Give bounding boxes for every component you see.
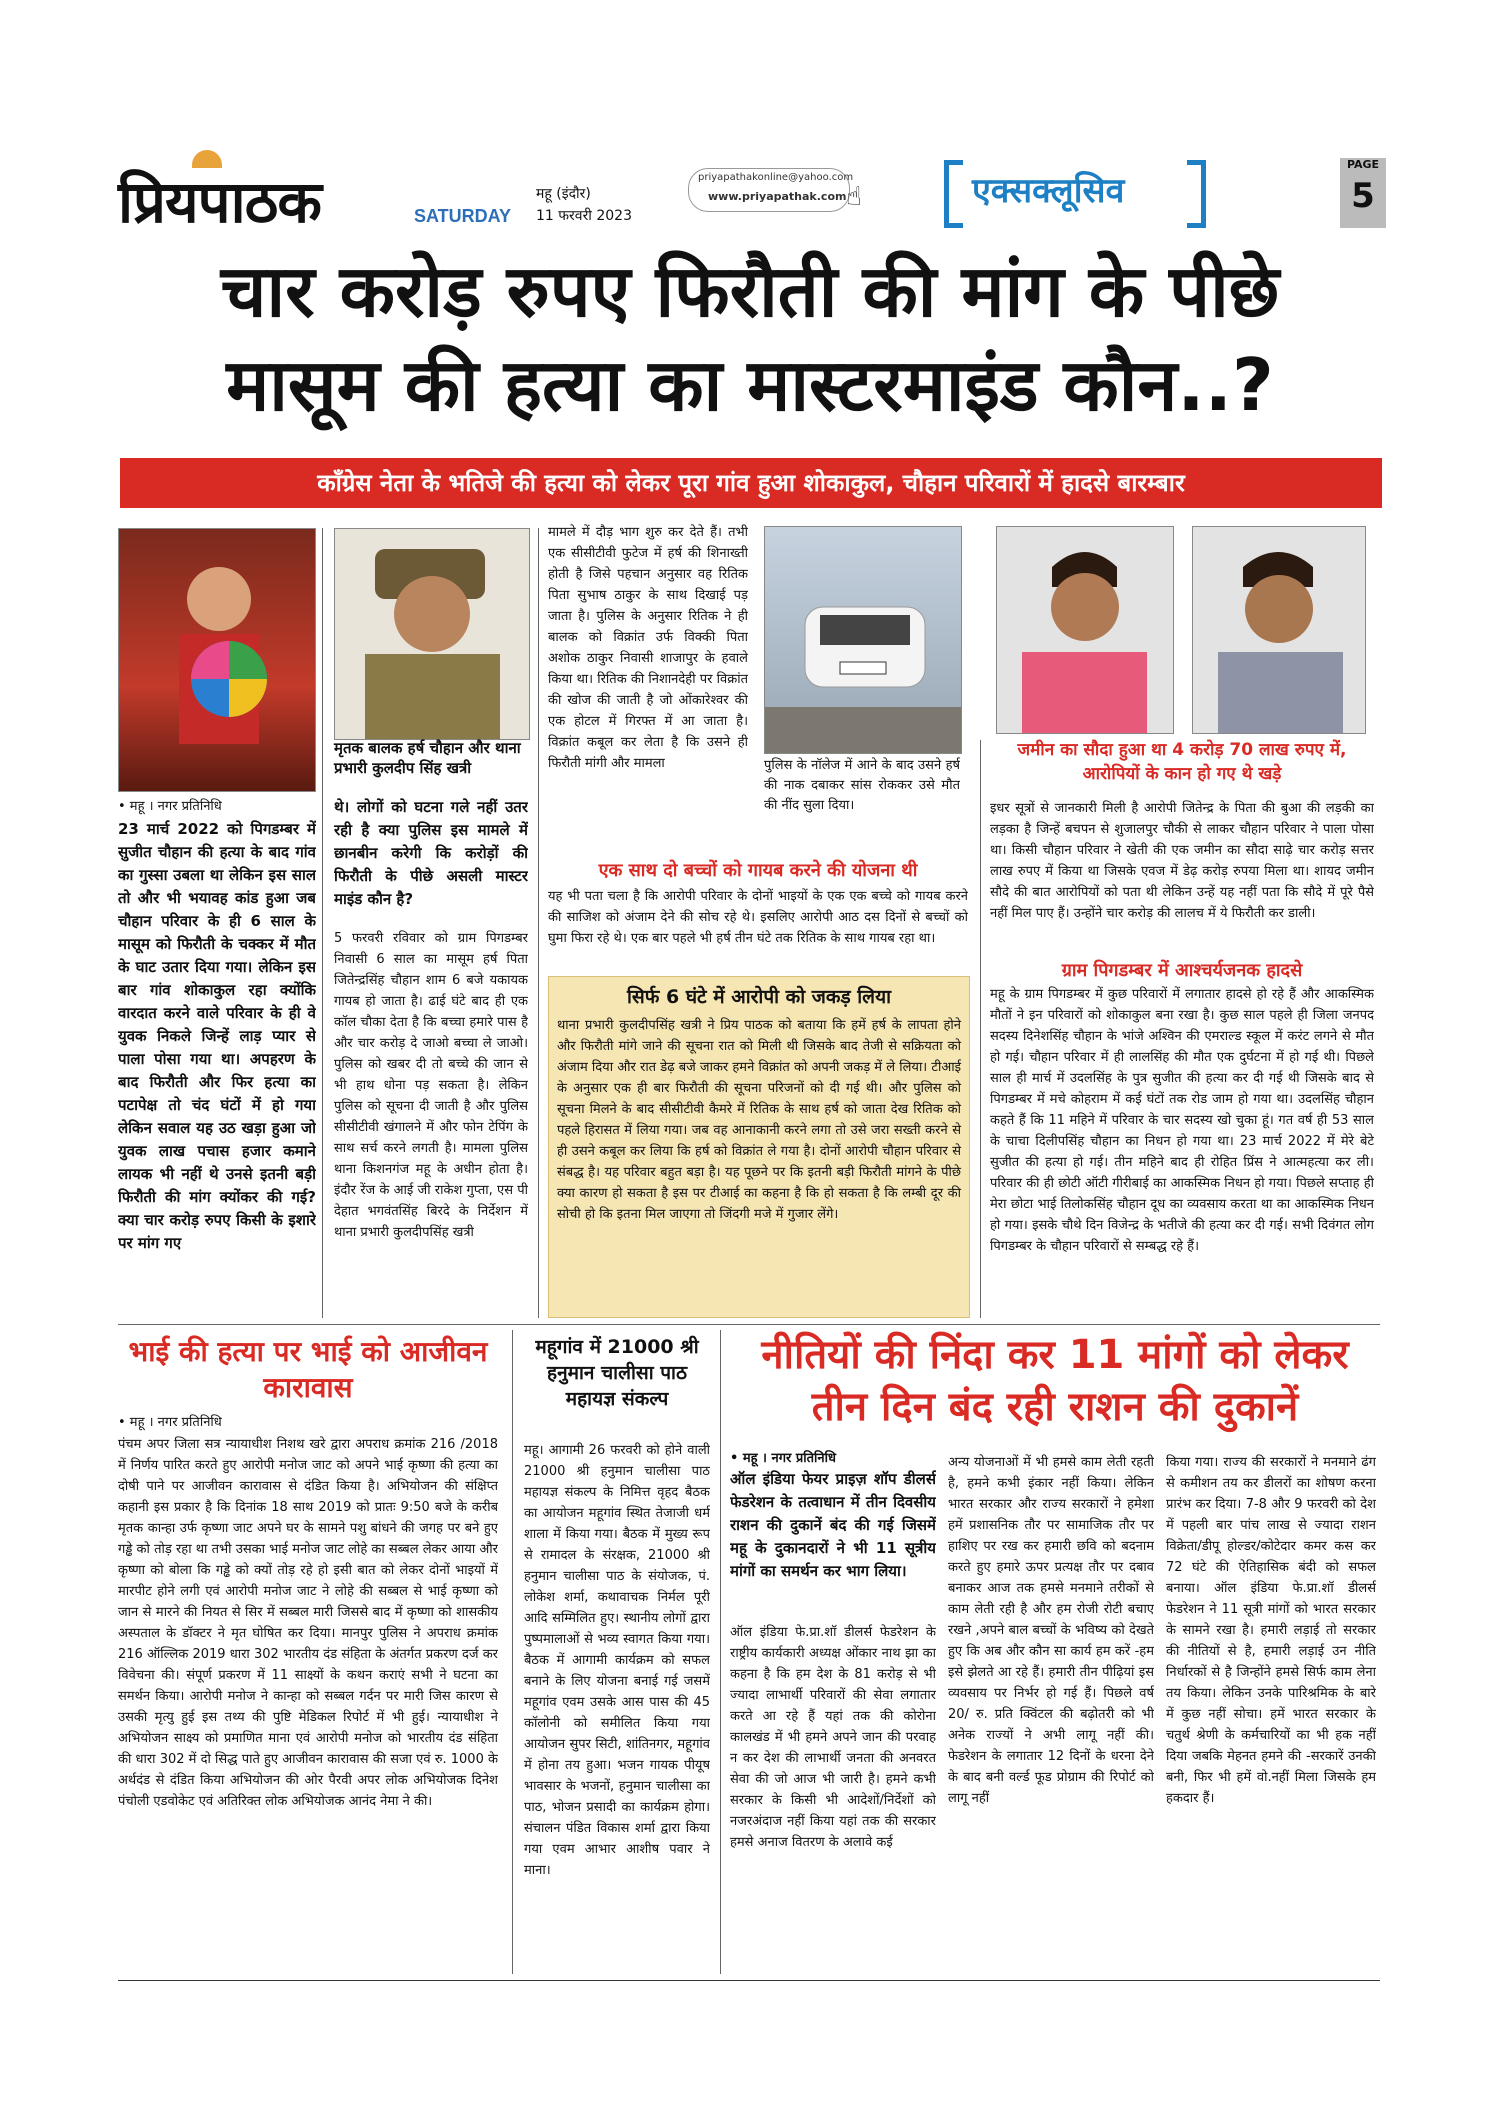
photo-car [764,526,962,754]
page-label: PAGE [1346,158,1380,171]
land-text: इधर सूत्रों से जानकारी मिली है आरोपी जितेन्द्र के पिता की बुआ की लड़की का लड़का है जिन्हें बचपन से शुजालपुर चौकी से लाकर चौहान परिवार ने पाला पोसा था। किसी चौहान परिवार ने खेती की एक जमीन का सौदा साढ़े चार करोड़ सत्तर लाख रुपए में किया था जिसके एवज में डेढ़ करोड़ रुपया मिला था। शायद जमीन सौदे की बात आरोपियों को पता थी लेकिन उन्हें यह नहीं पता कि सौदे में पूरे पैसे नहीं मिल पाए हैं। उन्होंने चार करोड़ की लालच में ये फिरौती कर डाली। [990,801,1374,921]
page-number-box [1340,158,1386,228]
village-text: महू के ग्राम पिगडम्बर में कुछ परिवारों में लगातार हादसे हो रहे हैं और आकस्मिक मौतों ने इन परिवारों को शोकाकुल बना रखा है। कुछ साल पहले ही जिला जनपद सदस्य दिनेशसिंह चौहान के भांजे अश्विन की एमराल्ड स्कूल में करंट लगने से मौत हो गई। चौहान परिवार में ही लालसिंह की मौत एक दुर्घटना में हो गई थी। पिछले साल ही मार्च में उदलसिंह के पुत्र सुजीत की हत्या कर दी गई थी जिसके बाद से पिगडम्बर में मचे कोहराम में कई घंटों तक रोड जाम हो गया था। उदलसिंह चौहान कहते हैं कि 11 महिने में परिवार के चार सदस्य खो चुका हूं। गत वर्ष ही 53 साल के चाचा दिलीपसिंह चौहान का निधन हो गया था। 23 मार्च 2022 में मेरे बेटे सुजीत की हत्या हो गई। तीन महिने बाद ही रोहित प्रिंस ने आत्महत्या कर ली। परिवार की ही छोटी ऑटी गीरीबाई का आकस्मिक निधन हो गया। पिछले सप्ताह ही मेरा छोटा भाई तिलोकसिंह चौहान दूध का व्यवसाय करता था का आकस्मिक निधन हो गया। इसके चौथे दिन विजेन्द्र के भतीजे की हत्या कर दी गई। सभी दिवंगत लोग पिगडम्बर के चौहान परिवारों से सम्बद्ध रहे हैं। [990,987,1374,1254]
arrest-title: सिर्फ 6 घंटे में आरोपी को जकड़ लिया [626,986,892,1008]
masthead-logo [118,160,321,239]
plan-title: एक साथ दो बच्चों को गायब करने की योजना थी [598,860,918,881]
logo-text: प्रियपाठक [118,168,321,236]
pointer-hand-icon: ☝ [846,182,862,212]
col2-lead: थे। लोगों को घटना गले नहीं उतर रही है क्या पुलिस इस मामले में छानबीन करेगी कि करोड़ों की फिरौती के पीछे असली मास्टर माइंड कौन है? [334,798,528,908]
banner-strip: कॉंग्रेस नेता के भतिजे की हत्या को लेकर पूरा गांव हुआ शोकाकुल, चौहान परिवारों में हादसे बारम्बार [120,458,1382,508]
photo-accused-1 [996,526,1174,734]
masthead-website[interactable]: www.priyapathak.com [708,190,847,203]
photo-child [118,528,316,792]
life-text: पंचम अपर जिला सत्र न्यायाधीश निशथ खरे द्वारा अपराध क्रमांक 216 /2018 में निर्णय पारित करते हुए आरोपी मनोज जाट को अपने भाई कृष्णा की हत्या का दोषी पाने पर आजीवन कारावास से दंडित किया है। अभियोजन की संक्षिप्त कहानी इस प्रकार है कि दिनांक 18 साथ 2019 को प्रातः 9:50 बजे के करीब मृतक कान्हा उर्फ कृष्णा जाट अपने घर के सामने पशु बांधने की जगह पर बने हुए गड्ढे को तोड़ रहा था तभी उसका भाई मनोज जाट लोहे का सब्बल लेकर आया और कृष्णा को बोला कि गड्ढे को क्यों तोड़ रहे हो इसी बात को लेकर दोनों भाइयों में मारपीट होने लगी एवं आरोपी मनोज जाट ने लोहे की सब्बल से भाई कृष्णा को जान से मारने की नियत से सिर में सब्बल मारी जिससे बाद में कृष्णा को शासकीय अस्पताल के डॉक्टर ने मृत घोषित कर दिया। मानपुर पुलिस ने अपराध क्रमांक 216 ऑल्लिक 2019 धारा 302 भारतीय दंड संहिता के अंतर्गत प्रकरण दर्ज कर विवेचना की। संपूर्ण प्रकरण में 11 साक्ष्यों के कथन कराएं सभी ने घटना का समर्थन किया। आरोपी मनोज ने कान्हा को सब्बल गर्दन पर मारी जिस कारण से उसकी मृत्यु हुई इस तथ्य की पुष्टि मेडिकल रिपोर्ट में भी हुई। न्यायाधीश ने अभियोजन साक्ष्य को प्रमाणित माना एवं आरोपी मनोज को भारतीय दंड संहिता की धारा 302 में दो सिद्ध पाते हुए आजीवन कारावास की सजा एवं रु. 1000 के अर्थदंड से दंडित किया अभियोजन की ओर पैरवी अपर लोक अभियोजक दिनेश पंचोली एडवोकेट एवं अतिरिक्त लोक अभियोजक आनंद नेमा ने की। [118,1437,498,1809]
arrest-box [548,976,970,1318]
bracket-right [1187,160,1206,228]
masthead-day: SATURDAY [414,206,512,226]
ration-dateline: • महू । नगर प्रतिनिधि [730,1451,836,1466]
divider [118,1324,1380,1325]
col2-text: 5 फरवरी रविवार को ग्राम पिगडम्बर निवासी 6 साल का मासूम हर्ष पिता जितेन्द्रसिंह चौहान शाम 6 बजे यकायक गायब हो जाता है। ढाई घंटे बाद ही एक कॉल चौका देता है कि बच्चा हमारे पास है और चार करोड़ दे जाओ बच्चा ले जाओ। पुलिस को खबर दी तो बच्चे की जान से भी हाथ धोना पड़ सकता है। लेकिन पुलिस को सूचना दी जाती है और पुलिस सीसीटीवी खंगालने में और फोन टेपिंग के साथ सर्च करने लगती है। मामला पुलिस थाना किशनगंज महू के अधीन होता है। इंदौर रेंज के आई जी राकेश गुप्ता, एस पी देहात भगवंतसिंह बिरदे के निर्देशन में थाना प्रभारी कुलदीपसिंह खत्री [334,931,528,1240]
divider [322,528,323,1318]
headline-line1: चार करोड़ रुपए फिरौती की मांग के पीछे [220,249,1280,333]
divider [538,528,539,1318]
hanuman-text: महू। आगामी 26 फरवरी को होने वाली 21000 श्री हनुमान चालीसा पाठ महायज्ञ संकल्प के निमित्त वृहद बैठक का आयोजन महूगांव स्थित तेजाजी धर्म शाला में किया गया। बैठक में मुख्य रूप से रामादल के संरक्षक, 21000 श्री हनुमान चालीसा पाठ के संयोजक, पं. लोकेश शर्मा, कथावाचक निर्मल पूरी आदि सम्मिलित हुए। स्थानीय लोगों द्वारा पुष्पमालाओं से भव्य स्वागत किया गया। बैठक में आगामी कार्यक्रम को सफल बनाने के लिए योजना बनाई गई जसमें महूगांव एवम उसके आस पास की 45 कॉलोनी को समीलित किया गया आयोजन सुपर सिटी, शांतिनगर, महूगांव में होना तय हुआ। भजन गायक पीयूष भावसार के भजनों, हनुमान चालीसा का पाठ, भोजन प्रसादी का कार्यक्रम होगा। संचालन पंडित विकास शर्मा द्वारा किया गया एवम आभार आशीष पवार ने माना। [524,1443,710,1878]
bracket-left [944,160,963,228]
divider [980,740,981,1318]
plan-text: यह भी पता चला है कि आरोपी परिवार के दोनों भाइयों के एक एक बच्चे को गायब करने की साजिश को अंजाम देने की सोच रहे थे। इसलिए आरोपी आठ दस दिनों से बच्चों को घुमा फिरा रहे थे। एक बार पहले भी हर्ष तीन घंटे तक रितिक के साथ गायब रहा था। [548,889,968,946]
photo-officer [334,528,530,740]
ration-col2: अन्य योजनाओं में भी हमसे काम लेती रहती है, हमने कभी इंकार नहीं किया। लेकिन भारत सरकार और राज्य सरकारों ने हमेशा हमें प्रशासनिक तौर पर सामाजिक तौर पर हाशिए पर रख कर हमारी छवि को बदनाम करते हुए हमारे ऊपर प्रत्यक्ष तौर पर दबाव बनाकर आज तक हमसे मनमाने तरीकों से काम लेती रही है और हम रोजी रोटी बचाए रखने ,अपने बाल बच्चों के भविष्य को देखते हुए कि अब और कौन सा कार्य हम करें -हम इसे झेलते आ रहे हैं। हमारी तीन पीढ़ियां इस व्यवसाय पर निर्भर हो गई हैं। पिछले वर्ष 20/ रु. प्रति क्विंटल की बढ़ोतरी को भी अनेक राज्यों ने अभी लागू नहीं की। फेडरेशन के लगातार 12 दिनों के धरना देने के बाद बनी वर्ल्ड फूड प्रोग्राम की रिपोर्ट को लागू नहीं [948,1455,1154,1806]
headline-line2: मासूम की हत्या का मास्टरमाइंड कौन..? [226,343,1274,427]
masthead-date: 11 फरवरी 2023 [536,208,632,224]
masthead-place: महू (इंदौर) [536,186,591,202]
ration-lead: ऑल इंडिया फेयर प्राइज़ शॉप डीलर्स फेडरेशन के तत्वाधान में तीन दिवसीय राशन की दुकानें बंद की गई जिसमें महू के दुकानदारों ने भी 11 सूत्रीय मांगों का समर्थन कर भाग लिया। [730,1470,936,1580]
village-title: ग्राम पिगडम्बर में आश्चर्यजनक हादसे [1061,960,1303,981]
page-number: 5 [1351,176,1375,216]
photo-accused-2 [1192,526,1366,734]
accused-2-photo-art [1193,527,1365,733]
land-title: जमीन का सौदा हुआ था 4 करोड़ 70 लाख रुपए में, आरोपियों के कान हो गए थे खड़े [1017,740,1347,784]
col3-text: मामले में दौड़ भाग शुरु कर देते हैं। तभी एक सीसीटीवी फुटेज में हर्ष की शिनाख्ती होती है जिसे पहचान अनुसार वह रितिक पिता सुभाष ठाकुर के साथ दिखाई पड़ जाता है। पुलिस के अनुसार रितिक ने ही बालक को विक्रांत उर्फ विक्की पिता अशोक ठाकुर निवासी शाजापुर के हवाले किया था। रितिक की निशानदेही पर विक्रांत की खोज की जाती है जो ओंकारेश्वर की एक होटल में गिरफ्त में आ जाता है। विक्रांत कबूल कर लेता है कि उसने ही फिरौती मांगी और मामला [548,525,748,771]
car-caption: पुलिस के नॉलेज में आने के बाद उसने हर्ष की नाक दबाकर सांस रोककर उसे मौत की नींद सुला दिया। [764,758,960,813]
photo-caption-officer: मृतक बालक हर्ष चौहान और थाना प्रभारी कुलदीप सिंह खत्री [334,739,521,777]
divider [512,1330,513,1974]
col1-dateline: • महू । नगर प्रतिनिधि [118,799,222,814]
life-title: भाई की हत्या पर भाई को आजीवन कारावास [128,1335,488,1404]
footer-rule [118,1980,1380,1981]
ration-title-2: तीन दिन बंद रही राशन की दुकानें [811,1384,1299,1430]
divider [720,1330,721,1974]
logo-sun-icon [192,150,222,168]
col1-text: 23 मार्च 2022 को पिगडम्बर में सुजीत चौहान की हत्या के बाद गांव का गुस्सा उबला था लेकिन इस साल तो और भी भयावह कांड हुआ जब चौहान परिवार के ही 6 साल के मासूम को फिरौती के चक्कर में मौत के घाट उतार दिया गया। लेकिन इस बार गांव शोकाकुल रहा क्योंकि वारदात करने वाले परिवार के ही वे युवक निकले जिन्हें लाड़ प्यार से पाला पोसा गया था। अपहरण के बाद फिरौती और फिर हत्या का पटापेक्ष तो चंद घंटों में हो गया लेकिन सवाल यह उठ खड़ा हुआ जो युवक लाख पचास हजार कमाने लायक भी नहीं थे उनसे इतनी बड़ी फिरौती की मांग क्योंकर की गई? क्या चार करोड़ रुपए किसी के इशारे पर मांग गए [118,820,316,1252]
masthead-email[interactable]: priyapathakonline@yahoo.com [698,172,854,183]
section-label [944,160,1206,218]
officer-photo-art [335,529,529,739]
ration-title: नीतियों की निंदा कर 11 मांगों को लेकर [761,1332,1349,1378]
ration-col1: ऑल इंडिया फे.प्रा.शॉ डीलर्स फेडरेशन के राष्ट्रीय कार्यकारी अध्यक्ष ओंकार नाथ झा का कहना है कि हम देश के 81 करोड़ से भी ज्यादा लाभार्थी परिवारों की सेवा लगातार करते आ रहे हैं यहां तक की कोरोना कालखंड में भी हमने अपने जान की परवाह न कर देश की लाभार्थी जनता की अनवरत सेवा की जो आज भी जारी है। हमने कभी सरकार के किसी भी आदेशों/निर्देशों को नजरअंदाज नहीं किया यहां तक की सरकार हमसे अनाज वितरण के अलावे कई [730,1625,936,1850]
ration-col3: किया गया। राज्य की सरकारों ने मनमाने ढंग से कमीशन तय कर डीलरों का शोषण करना प्रारंभ कर दिया। 7-8 और 9 फरवरी को देश में पहली बार पांच लाख से ज्यादा राशन विक्रेता/डीपू होल्डर/कोटेदार कमर कस कर 72 घंटे की ऐतिहासिक बंदी को सफल बनाया। ऑल इंडिया फे.प्रा.शॉ डीलर्स फेडरेशन ने 11 सूत्री मांगों को भारत सरकार के सामने रखा है। हमारी लड़ाई तो सरकार की नीतियों से है, हमारी लड़ाई उन नीति निर्धारकों से है जिन्होंने हमसे सिर्फ काम लेना तय किया। लेकिन उनके पारिश्रमिक के बारे में कुछ नहीं सोचा। हमें भारत सरकार के चतुर्थ श्रेणी के कर्मचारियों का भी हक नहीं दिया जबकि मेहनत हमने की -सरकारें उनकी बनी, फिर भी हमें वो.नहीं मिला जिसके हम हकदार हैं। [1166,1455,1376,1806]
car-photo-art [765,527,961,753]
hanuman-title: महूगांव में 21000 श्री हनुमान चालीसा पाठ महायज्ञ संकल्प [535,1336,699,1410]
child-photo-art [119,529,315,791]
section-text: एक्सक्लूसिव [972,171,1125,211]
life-dateline: • महू । नगर प्रतिनिधि [118,1415,222,1430]
arrest-text: थाना प्रभारी कुलदीपसिंह खत्री ने प्रिय पाठक को बताया कि हमें हर्ष के लापता होने और फिरौती मांगे जाने की सूचना रात को मिली थी जिसके बाद तेजी से सक्रियता को अंजाम दिया और रात डेढ़ बजे जाकर हमने विक्रांत को अपनी जकड़ में ले लिया। टीआई के अनुसार एक ही बार फिरौती की सूचना परिजनों को दी गई थी। और पुलिस को सूचना मिलने के बाद सीसीटीवी कैमरे में रितिक के साथ हर्ष को जाता देख रितिक को पहले हिरासत में लिया गया। जब वह आनाकानी करने लगा तो उसे जरा सख्ती करने से ही उसने कबूल कर लिया कि हर्ष को विक्रांत ले गया है। दोनों आरोपी चौहान परिवार से संबद्ध है। यह परिवार बहुत बड़ा है। यह पूछने पर कि इतनी बड़ी फिरौती मांगने के पीछे क्या कारण हो सकता है इस पर टीआई का कहना है कि हो सकता है कि लम्बी दूर की सोची हो कि इतना मिल जाएगा तो जिंदगी मजे में गुजार लेंगे। [557,1018,961,1222]
accused-1-photo-art [997,527,1173,733]
